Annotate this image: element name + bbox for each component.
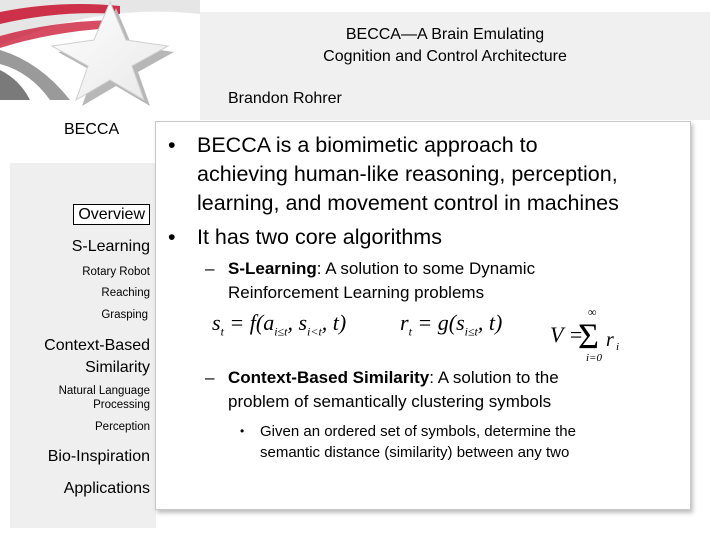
sidebar-section-becca: BECCA xyxy=(64,121,120,138)
sidebar-item-grasping[interactable]: Grasping xyxy=(101,309,148,321)
sidebar-item-applications[interactable]: Applications xyxy=(63,480,150,497)
sidebar-item-reaching[interactable]: Reaching xyxy=(101,287,150,299)
equation-value: V = xyxy=(550,322,584,347)
svg-text:i: i xyxy=(616,341,620,353)
author-name: Brandon Rohrer xyxy=(228,90,342,107)
sidebar-item-s-learning[interactable]: S-Learning xyxy=(71,238,150,255)
svg-text:∞: ∞ xyxy=(588,305,597,319)
star-logo xyxy=(0,0,200,110)
title-line-1: BECCA—A Brain Emulating xyxy=(345,26,545,43)
sidebar-item-label: Overview xyxy=(73,204,150,225)
sidebar-item-overview[interactable] xyxy=(73,206,150,224)
summation-symbol xyxy=(550,304,630,364)
svg-text:r: r xyxy=(606,329,614,351)
svg-text:i=0: i=0 xyxy=(586,352,602,364)
sidebar-item-bio-inspiration[interactable]: Bio-Inspiration xyxy=(47,448,150,465)
sidebar-item-perception[interactable]: Perception xyxy=(95,421,150,433)
sidebar-item-rotary-robot[interactable]: Rotary Robot xyxy=(82,266,150,278)
equation-state: $s_t = f(a_{i\le t}$, $s_{i<t}$, t) xyxy=(212,310,347,339)
sidebar-item-context-based-similarity[interactable]: Context-Based Similarity xyxy=(44,337,150,376)
sidebar-item-natural-language-processing[interactable]: Natural Language Processing xyxy=(58,385,150,411)
equation-reward: $r_t = g(s_{i\le t}$, t) xyxy=(400,310,503,339)
title-line-2: Cognition and Control Architecture xyxy=(323,48,567,65)
svg-text:Σ: Σ xyxy=(578,316,599,356)
slide-title xyxy=(240,24,650,68)
